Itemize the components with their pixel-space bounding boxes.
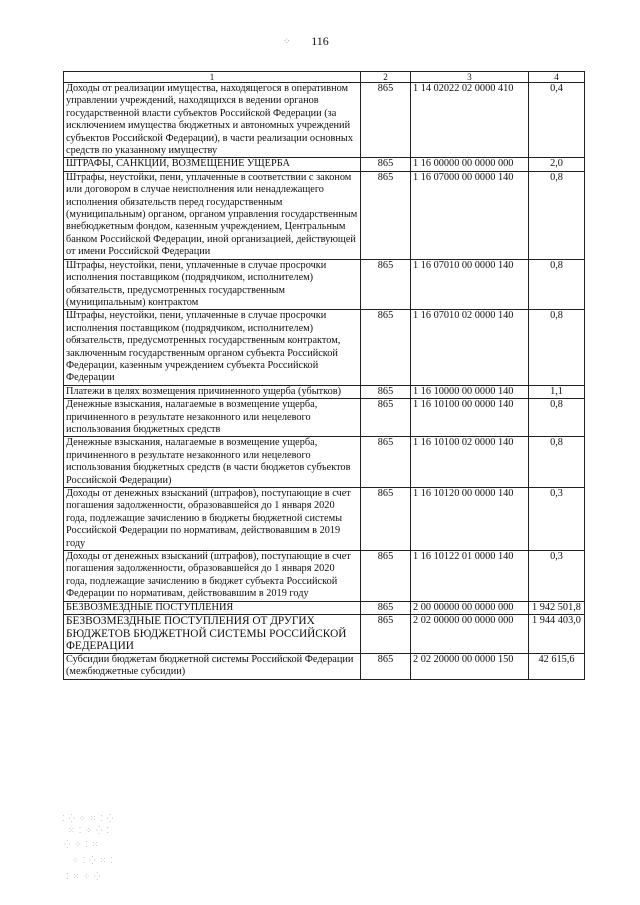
row-amount: 0,8	[529, 171, 585, 259]
row-classification-code: 1 16 07010 00 0000 140	[411, 259, 529, 310]
header-col-1: 1	[64, 72, 361, 83]
row-amount: 0,3	[529, 551, 585, 602]
row-name: БЕЗВОЗМЕЗДНЫЕ ПОСТУПЛЕНИЯ	[64, 601, 361, 614]
row-name: Денежные взыскания, налагаемые в возмещение ущерба, причиненного в результате незаконного или нецелевого использования бюджетных средств (в части бюджетов субъектов Российской Федерации)	[64, 437, 361, 488]
table-row	[64, 158, 585, 171]
row-admin-code: 865	[361, 653, 411, 679]
table-row	[64, 385, 585, 398]
table-row	[64, 399, 585, 437]
row-classification-code: 1 16 07000 00 0000 140	[411, 171, 529, 259]
table-row	[64, 83, 585, 158]
row-amount: 0,8	[529, 259, 585, 310]
row-admin-code: 865	[361, 259, 411, 310]
row-admin-code: 865	[361, 615, 411, 654]
page-number: 116	[311, 34, 329, 48]
row-amount: 2,0	[529, 158, 585, 171]
row-amount: 1 944 403,0	[529, 615, 585, 654]
row-admin-code: 865	[361, 488, 411, 551]
row-admin-code: 865	[361, 310, 411, 385]
table-row	[64, 551, 585, 602]
row-amount: 42 615,6	[529, 653, 585, 679]
row-classification-code: 1 16 10100 02 0000 140	[411, 437, 529, 488]
row-name: Доходы от денежных взысканий (штрафов), поступающие в счет погашения задолженности, образовавшейся до 1 января 2020 года, подлежащие зачислению в бюджеты бюджетной системы Российской Федерации по нормативам, действовавшим в 2019 году	[64, 488, 361, 551]
row-classification-code: 1 16 10100 00 0000 140	[411, 399, 529, 437]
row-admin-code: 865	[361, 601, 411, 614]
row-name: БЕЗВОЗМЕЗДНЫЕ ПОСТУПЛЕНИЯ ОТ ДРУГИХ БЮДЖЕТОВ БЮДЖЕТНОЙ СИСТЕМЫ РОССИЙСКОЙ ФЕДЕРАЦИИ	[64, 615, 361, 654]
row-classification-code: 1 16 07010 02 0000 140	[411, 310, 529, 385]
header-col-2: 2	[361, 72, 411, 83]
scan-noise: ⁚ ⁛ ⁘ ⁙ ⁚ ⁛ ⁙ ⁚ ⁘ ⁛ ⁚ ⁛ ⁘ ⁚ ⁙ ⁘ ⁚ ⁛ ⁙ ⁚ ⁚ ⁙ ⁘ ⁛	[62, 814, 115, 881]
table-row	[64, 653, 585, 679]
row-admin-code: 865	[361, 83, 411, 158]
row-admin-code: 865	[361, 158, 411, 171]
row-classification-code: 1 14 02022 02 0000 410	[411, 83, 529, 158]
row-classification-code: 1 16 10120 00 0000 140	[411, 488, 529, 551]
table-row	[64, 310, 585, 385]
row-amount: 1,1	[529, 385, 585, 398]
row-amount: 0,4	[529, 83, 585, 158]
row-amount: 0,8	[529, 399, 585, 437]
row-name: Платежи в целях возмещения причиненного ущерба (убытков)	[64, 385, 361, 398]
row-name: Субсидии бюджетам бюджетной системы Российской Федерации (межбюджетные субсидии)	[64, 653, 361, 679]
row-classification-code: 2 02 00000 00 0000 000	[411, 615, 529, 654]
row-name: Доходы от реализации имущества, находящегося в оперативном управлении учреждений, находящихся в ведении органов государственной власти субъектов Российской Федерации (за исключением имущества бюджетных и автономных учреждений субъектов Российской Федерации), в части реализации основных средств по указанному имуществу	[64, 83, 361, 158]
row-name: Доходы от денежных взысканий (штрафов), поступающие в счет погашения задолженности, образовавшейся до 1 января 2020 года, подлежащие зачислению в бюджет субъекта Российской Федерации по нормативам, действовавшим в 2019 году	[64, 551, 361, 602]
table-row	[64, 437, 585, 488]
table-header-row	[64, 72, 585, 83]
row-admin-code: 865	[361, 437, 411, 488]
row-admin-code: 865	[361, 171, 411, 259]
header-col-3: 3	[411, 72, 529, 83]
table-row	[64, 615, 585, 654]
scan-artifact: ⁘	[283, 36, 291, 46]
row-admin-code: 865	[361, 551, 411, 602]
row-admin-code: 865	[361, 399, 411, 437]
row-amount: 0,8	[529, 310, 585, 385]
row-name: Денежные взыскания, налагаемые в возмещение ущерба, причиненного в результате незаконного или нецелевого использования бюджетных средств	[64, 399, 361, 437]
row-classification-code: 1 16 10000 00 0000 140	[411, 385, 529, 398]
row-name: Штрафы, неустойки, пени, уплаченные в соответствии с законом или договором в случае неисполнения или ненадлежащего исполнения обязательств перед государственным (муниципальным) органом, органом управления государственным внебюджетным фондом, казенным учреждением, Центральным банком Российской Федерации, иной организацией, действующей от имени Российской Федерации	[64, 171, 361, 259]
row-amount: 0,3	[529, 488, 585, 551]
row-classification-code: 2 02 20000 00 0000 150	[411, 653, 529, 679]
row-name: Штрафы, неустойки, пени, уплаченные в случае просрочки исполнения поставщиком (подрядчиком, исполнителем) обязательств, предусмотренных государственным контрактом, заключенным государственным органом субъекта Российской Федерации, казенным учреждением субъекта Российской Федерации	[64, 310, 361, 385]
header-col-4: 4	[529, 72, 585, 83]
table-row	[64, 601, 585, 614]
table-row	[64, 259, 585, 310]
table-row	[64, 171, 585, 259]
row-admin-code: 865	[361, 385, 411, 398]
row-name: ШТРАФЫ, САНКЦИИ, ВОЗМЕЩЕНИЕ УЩЕРБА	[64, 158, 361, 171]
revenue-table	[63, 71, 585, 680]
row-classification-code: 1 16 10122 01 0000 140	[411, 551, 529, 602]
row-amount: 0,8	[529, 437, 585, 488]
row-amount: 1 942 501,8	[529, 601, 585, 614]
row-classification-code: 1 16 00000 00 0000 000	[411, 158, 529, 171]
table-row	[64, 488, 585, 551]
row-classification-code: 2 00 00000 00 0000 000	[411, 601, 529, 614]
row-name: Штрафы, неустойки, пени, уплаченные в случае просрочки исполнения поставщиком (подрядчиком, исполнителем) обязательств, предусмотренных государственным (муниципальным) контрактом	[64, 259, 361, 310]
